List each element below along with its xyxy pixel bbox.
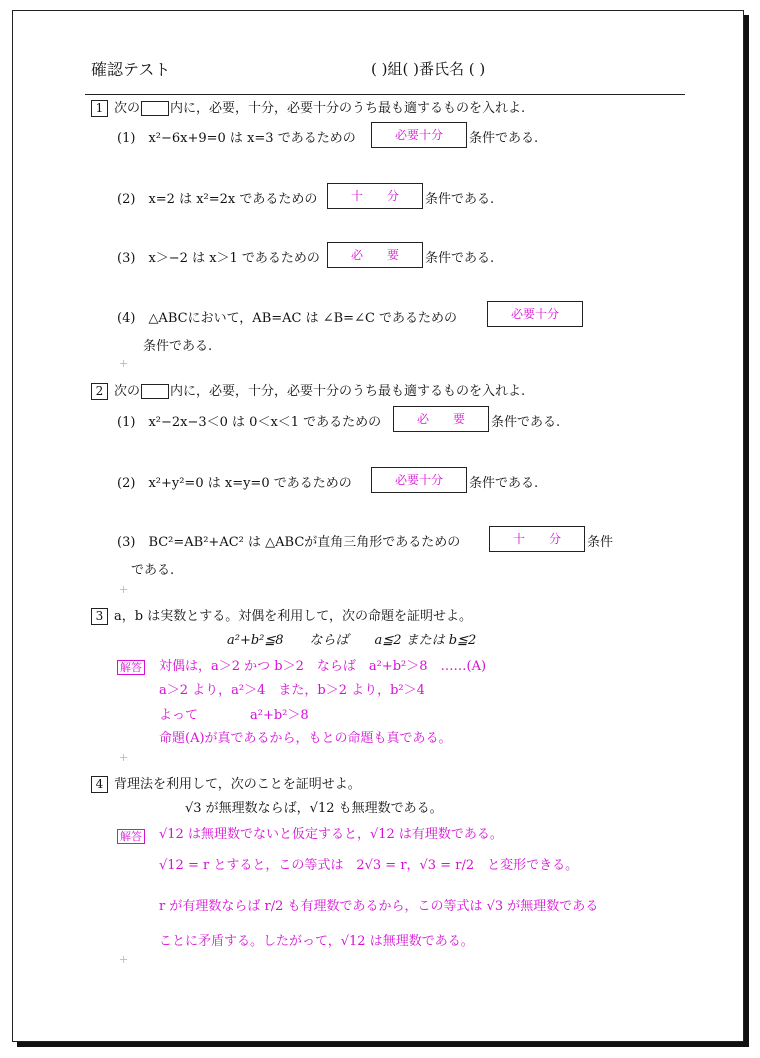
header-rule	[85, 94, 685, 95]
p1-answer-2: 十 分	[327, 183, 423, 209]
plus-mark-icon: +	[119, 953, 129, 966]
p2-item-3-tail: 条件	[587, 535, 614, 550]
problem-4-statement: 4 背理法を利用して，次のことを証明せよ。	[91, 773, 361, 793]
problem-4-proposition: √3 が無理数ならば，√12 も無理数である。	[185, 801, 443, 816]
p2-item-2: (2) x²+y²=0 は x=y=0 であるための	[117, 476, 352, 491]
p2-item-3: (3) BC²=AB²+AC² は △ABCが直角三角形であるための	[117, 535, 461, 550]
p2-item-3-tail-2: である.	[131, 563, 175, 578]
p2-answer-2: 必要十分	[371, 467, 467, 493]
class-number-name-line: ( )組( )番氏名 ( )	[371, 60, 486, 78]
problem-1-instruction: 1 次の 内に，必要，十分，必要十分のうち最も適するものを入れよ.	[91, 97, 525, 117]
plus-mark-icon: +	[119, 583, 129, 596]
p2-item-1-tail: 条件である.	[491, 415, 561, 430]
p3-solution-line-2: a＞2 より，a²＞4 また，b＞2 より，b²＞4	[159, 683, 425, 698]
p4-solution-line-2: √12 = r とすると，この等式は 2√3 = r，√3 = r/2 と変形できる。	[159, 858, 579, 873]
problem-2-number: 2	[91, 383, 108, 400]
p1-item-4-tail: 条件である.	[143, 339, 213, 354]
p1-item-4: (4) △ABCにおいて，AB=AC は ∠B=∠C であるための	[117, 311, 458, 326]
p3-solution-line-3: よって a²+b²＞8	[159, 708, 309, 723]
answer-badge: 解答	[117, 825, 145, 844]
p1-item-2: (2) x=2 は x²=2x であるための	[117, 192, 318, 207]
plus-mark-icon: +	[119, 751, 129, 764]
problem-4-number: 4	[91, 776, 108, 793]
p4-solution-line-4: ことに矛盾する。したがって，√12 は無理数である。	[159, 934, 474, 949]
p1-item-2-tail: 条件である.	[425, 192, 495, 207]
p4-solution-line-1: √12 は無理数でないと仮定すると，√12 は有理数である。	[159, 827, 503, 842]
problem-3-number: 3	[91, 608, 108, 625]
p1-answer-3: 必 要	[327, 242, 423, 268]
page-title: 確認テスト	[91, 60, 171, 79]
worksheet-page	[12, 10, 744, 1042]
p3-solution-line-4: 命題(A)が真であるから，もとの命題も真である。	[159, 731, 452, 746]
problem-2-instruction: 2 次の 内に，必要，十分，必要十分のうち最も適するものを入れよ.	[91, 380, 525, 400]
p2-answer-1: 必 要	[393, 406, 489, 432]
problem-3-proposition: a²+b²≦8 ならば a≦2 または b≦2	[227, 633, 477, 648]
p2-item-2-tail: 条件である.	[469, 476, 539, 491]
p1-item-3-tail: 条件である.	[425, 251, 495, 266]
p1-item-3: (3) x＞−2 は x＞1 であるための	[117, 251, 320, 266]
problem-3-statement: 3 a，b は実数とする。対偶を利用して，次の命題を証明せよ。	[91, 605, 472, 625]
blank-box-icon	[141, 384, 169, 399]
p2-answer-3: 十 分	[489, 526, 585, 552]
p1-answer-1: 必要十分	[371, 122, 467, 148]
p1-item-1: (1) x²−6x+9=0 は x=3 であるための	[117, 131, 356, 146]
plus-mark-icon: +	[119, 357, 129, 370]
p1-answer-4: 必要十分	[487, 301, 583, 327]
p2-item-1: (1) x²−2x−3＜0 は 0＜x＜1 であるための	[117, 415, 382, 430]
blank-box-icon	[141, 101, 169, 116]
p3-solution-line-1: 対偶は，a＞2 かつ b＞2 ならば a²+b²＞8 ……(A)	[159, 659, 487, 674]
answer-badge: 解答	[117, 656, 145, 675]
p1-item-1-tail: 条件である.	[469, 131, 539, 146]
p4-solution-line-3: r が有理数ならば r/2 も有理数であるから，この等式は √3 が無理数である	[159, 899, 599, 914]
problem-1-number: 1	[91, 100, 108, 117]
